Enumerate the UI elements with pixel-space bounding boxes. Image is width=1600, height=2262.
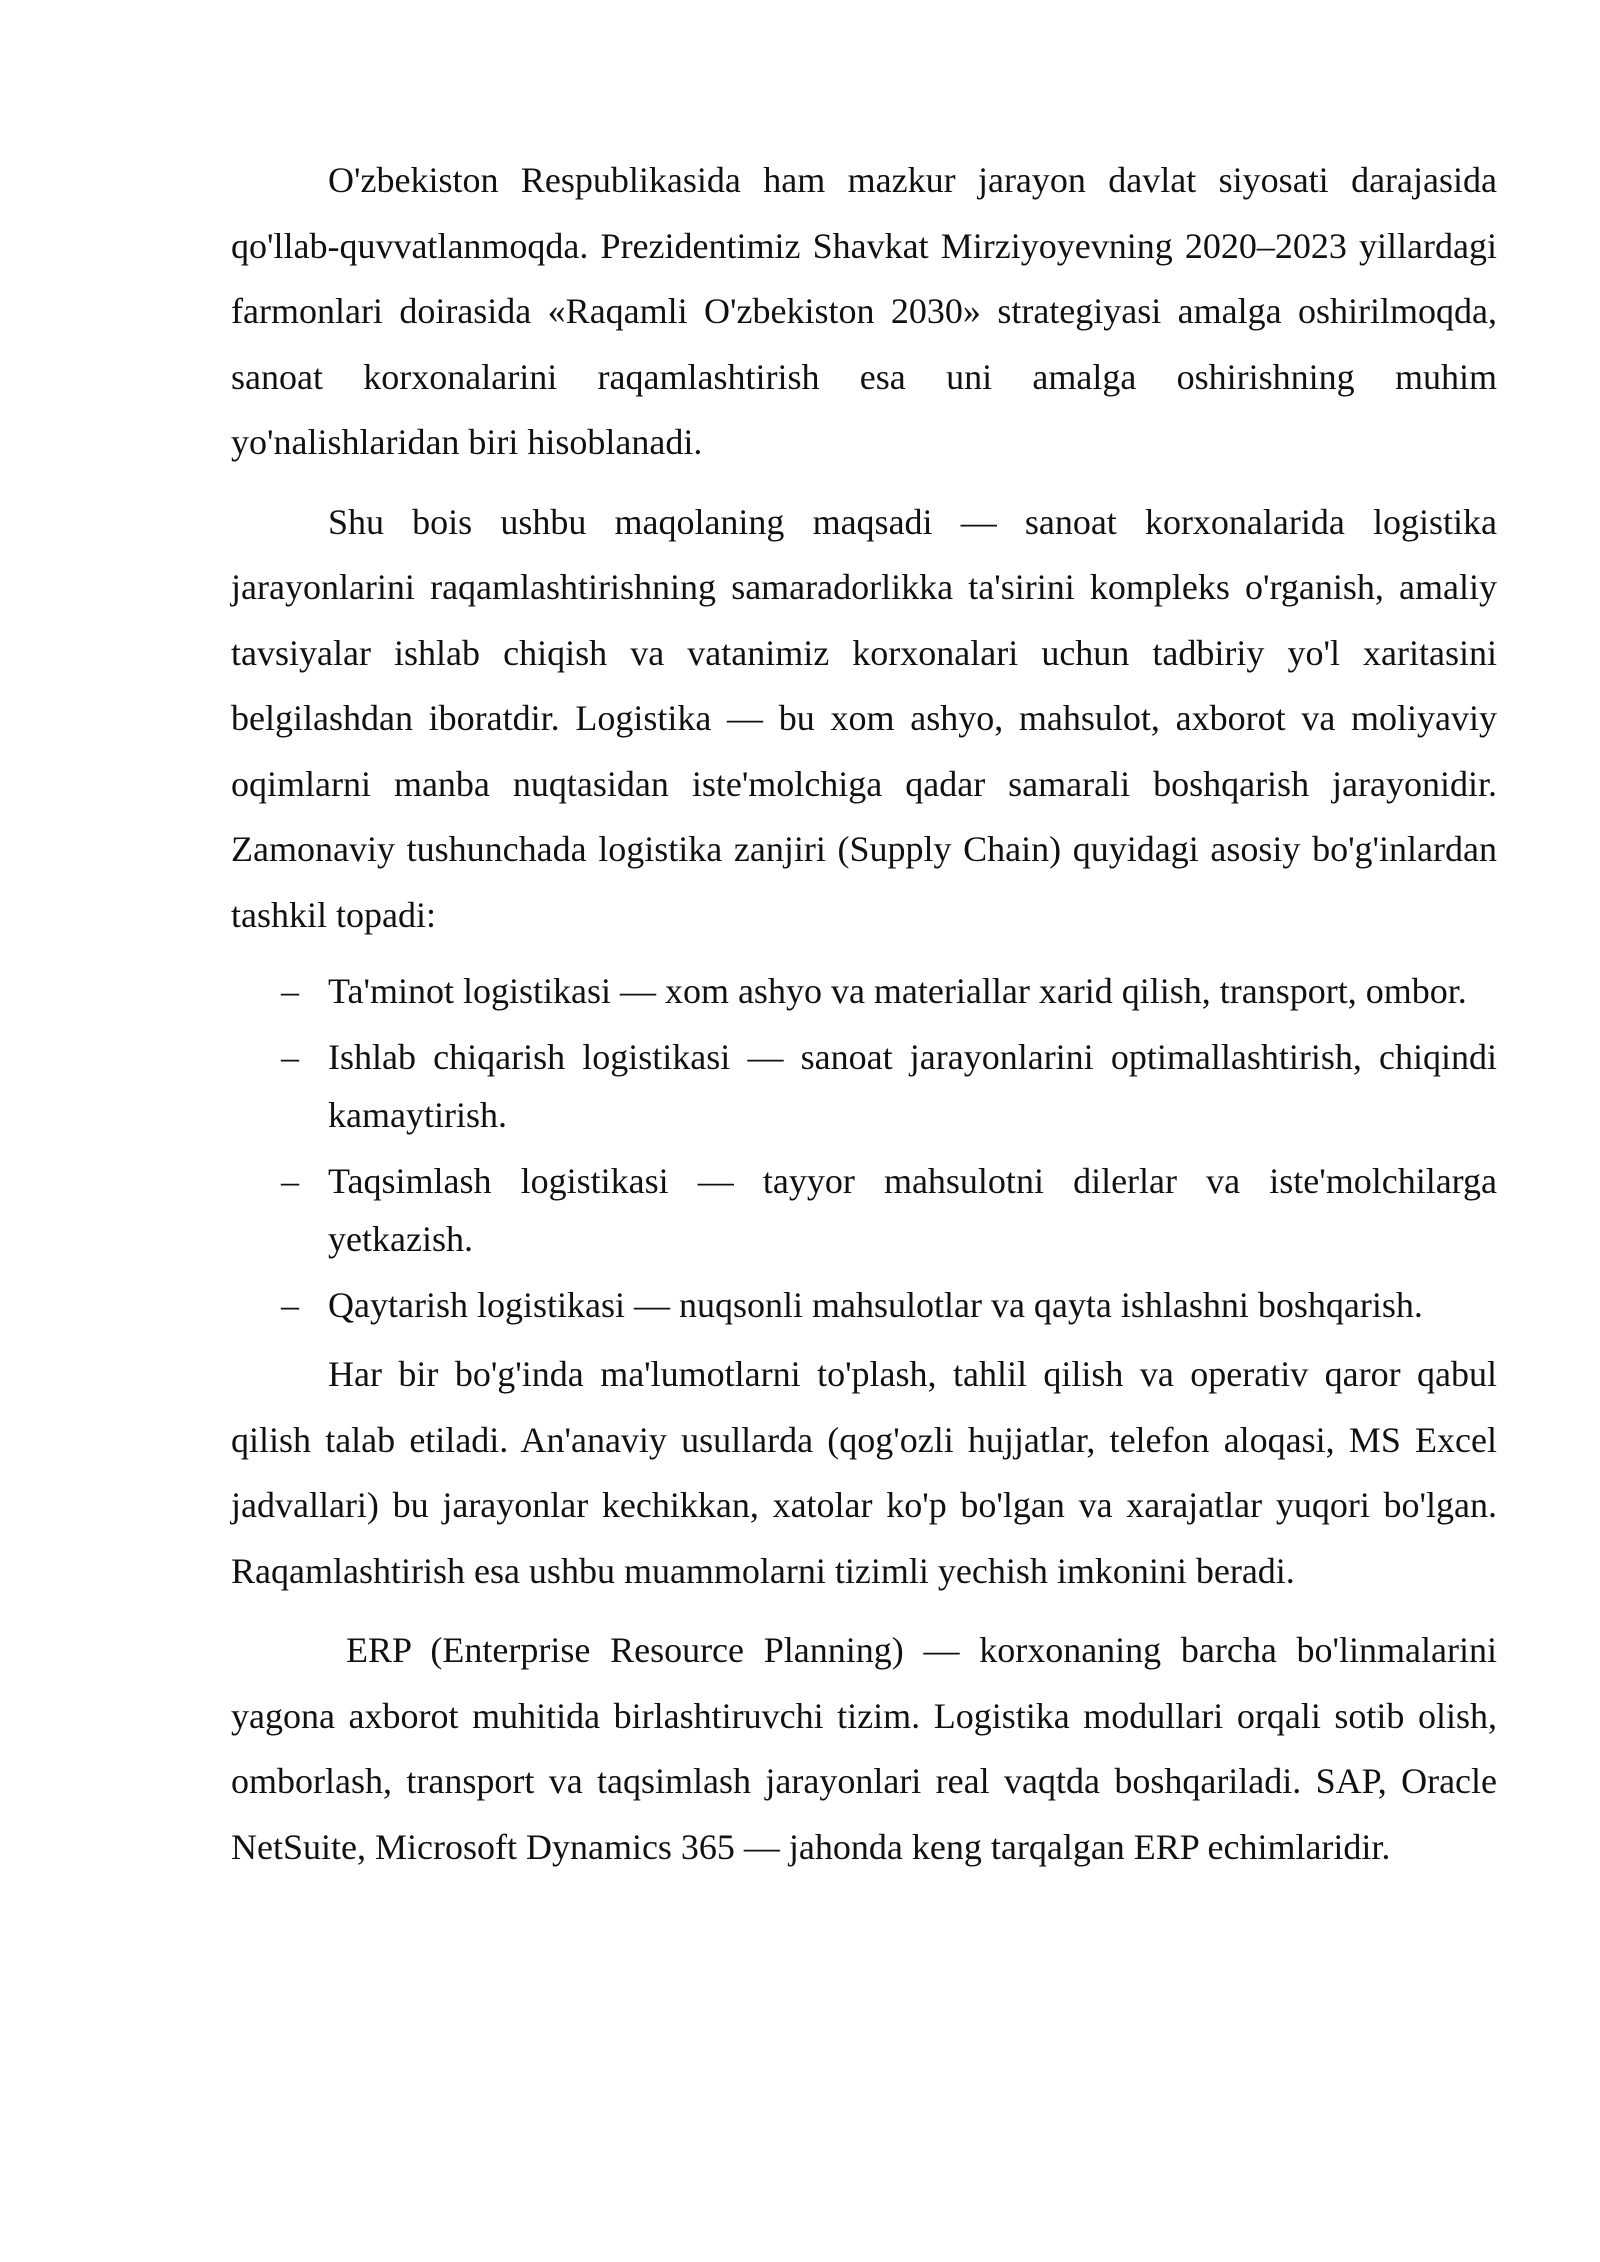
list-item-text: Qaytarish logistikasi — nuqsonli mahsulotlar va qayta ishlashni boshqarish. [328,1285,1423,1325]
list-item [231,1152,1497,1268]
list-item [231,1028,1497,1144]
list-item-text: Ta'minot logistikasi — xom ashyo va materiallar xarid qilish, transport, ombor. [328,971,1467,1011]
list-item [231,1276,1497,1334]
paragraph-digital-uzbekistan: O'zbekiston Respublikasida ham mazkur jarayon davlat siyosati darajasida qo'llab-quvvatlanmoqda. Prezidentimiz Shavkat Mirziyoyevning 2020–2023 yillardagi farmonlari doirasida «Raqamli O'zbekiston 2030» strategiyasi amalga oshirilmoqda, sanoat korxonalarini raqamlashtirish esa uni amalga oshirishning muhim yo'nalishlaridan biri hisoblanadi. [231,160,1497,462]
bullet-dash: – [281,1161,299,1201]
paragraph-erp-definition: ERP (Enterprise Resource Planning) — korxonaning barcha bo'linmalarini yagona axborot muhitida birlashtiruvchi tizim. Logistika modullari orqali sotib olish, omborlash, transport va taqsimlash jarayonlari real vaqtda boshqariladi. SAP, Oracle NetSuite, Microsoft Dynamics 365 — jahonda keng tarqalgan ERP echimlaridir. [231,1630,1497,1867]
paragraph-article-purpose: Shu bois ushbu maqolaning maqsadi — sanoat korxonalarida logistika jarayonlarini raqamlashtirishning samaradorlikka ta'sirini kompleks o'rganish, amaliy tavsiyalar ishlab chiqish va vatanimiz korxonalari uchun tadbiriy yo'l xaritasini belgilashdan iboratdir. Logistika — bu xom ashyo, mahsulot, axborot va moliyaviy oqimlarni manba nuqtasidan iste'molchiga qadar samarali boshqarish jarayonidir. Zamonaviy tushunchada logistika zanjiri (Supply Chain) quyidagi asosiy bo'g'inlardan tashkil topadi: [231,501,1497,935]
document-body [231,148,1497,1894]
bullet-dash: – [281,1037,299,1077]
supply-chain-list [231,962,1497,1334]
list-item [231,962,1497,1020]
list-item-text: Ishlab chiqarish logistikasi — sanoat jarayonlarini optimallashtirish, chiqindi kamaytirish. [328,1037,1497,1135]
bullet-dash: – [281,1285,299,1325]
paragraph-data-processing: Har bir bo'g'inda ma'lumotlarni to'plash, tahlil qilish va operativ qaror qabul qilish talab etiladi. An'anaviy usullarda (qog'ozli hujjatlar, telefon aloqasi, MS Excel jadvallari) bu jarayonlar kechikkan, xatolar ko'p bo'lgan va xarajatlar yuqori bo'lgan. Raqamlashtirish esa ushbu muammolarni tizimli yechish imkonini beradi. [231,1354,1497,1591]
bullet-dash: – [281,971,299,1011]
list-item-text: Taqsimlash logistikasi — tayyor mahsulotni dilerlar va iste'molchilarga yetkazish. [328,1161,1497,1259]
